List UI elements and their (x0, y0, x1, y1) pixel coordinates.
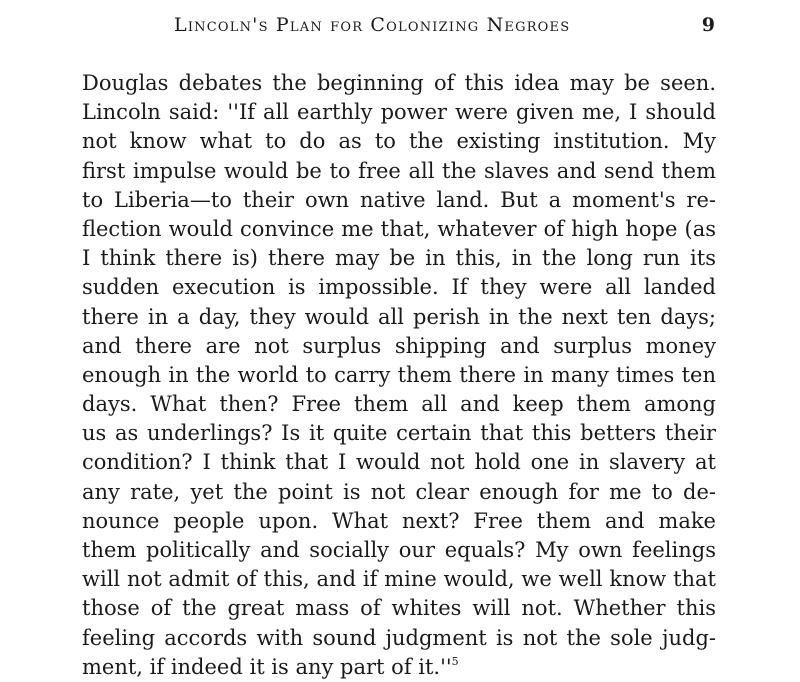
running-title: Lincoln's Plan for Colonizing Negroes (174, 14, 571, 36)
text-line: first impulse would be to free all the slaves and send them (82, 158, 716, 183)
text-line: us as underlings? Is it quite certain that this betters their (82, 421, 716, 446)
text-line: days. What then? Free them all and keep them among (82, 392, 716, 417)
text-line: those of the great mass of whites will not. Whether this (82, 596, 716, 621)
text-line: and there are not surplus shipping and surplus money (82, 333, 716, 358)
text-line: them politically and socially our equals? My own feelings (82, 538, 716, 562)
text-line: enough in the world to carry them there in many times ten (82, 362, 716, 387)
text-line: nounce people upon. What next? Free them and make (82, 508, 716, 533)
text-line: I think there is) there may be in this, in the long run its (82, 246, 716, 271)
text-line: sudden execution is impossible. If they were all landed (82, 275, 716, 300)
text-line: Lincoln said: ''If all earthly power were given me, I should (82, 100, 716, 125)
text-line: any rate, yet the point is not clear enough for me to de- (82, 479, 716, 504)
running-head (80, 14, 720, 44)
body-paragraph (82, 69, 716, 682)
text-line: will not admit of this, and if mine would, we well know that (82, 567, 716, 592)
page-number: 9 (701, 14, 715, 36)
text-line: condition? I think that I would not hold one in slavery at (82, 450, 716, 475)
text-line-last (82, 653, 716, 682)
text-line: flection would convince me that, whatever of high hope (as (82, 216, 716, 241)
text-line: there in a day, they would all perish in the next ten days; (82, 304, 716, 329)
text-line: not know what to do as to the existing institution. My (82, 129, 716, 154)
footnote-reference: 5 (451, 654, 459, 668)
text-line: to Liberia—to their own native land. But a moment's re- (82, 187, 716, 212)
text-line: Douglas debates the beginning of this idea may be seen. (82, 71, 716, 95)
text-line-content: ment, if indeed it is any part of it.'' (82, 654, 452, 679)
text-line: feeling accords with sound judgment is not the sole judg- (82, 625, 716, 650)
